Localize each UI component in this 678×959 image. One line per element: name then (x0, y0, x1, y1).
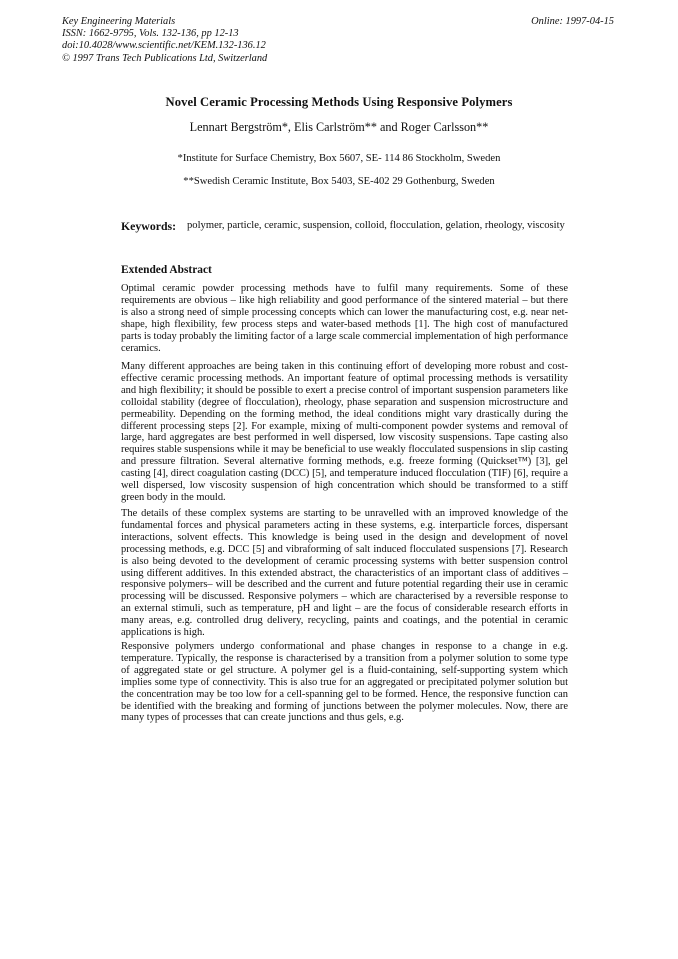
paper-title: Novel Ceramic Processing Methods Using Responsive Polymers (165, 95, 513, 109)
abstract-paragraph-2: Many different approaches are being taken in this continuing effort of developing more robust and cost-effective ceramic processing methods. An important feature of optimal processing methods is versatility and high flexibility; it should be possible to exert a precise control of important suspension parameters like colloidal stability (degree of flocculation), rheology, phase separation and suspension microstructure and permeability. Depending on the forming method, the ideal conditions might vary drastically during the different processing steps [2]. For example, mixing of multi-component powder systems and removal of large, hard aggregates are best performed in well dispersed, low viscosity suspensions. Tape casting also requires stable suspensions while it may be beneficial to use weakly flocculated suspensions in slip casting and pressure filtration. Several alternative forming methods, e.g. freeze forming (Quickset™) [3], gel casting [4], direct coagulation casting (DCC) [5], and temperature induced flocculation (TIF) [6], require a well dispersed, low viscosity suspension of high concentration which should be transformed to a stiff green body in the mould. (121, 361, 568, 503)
abstract-paragraph-1: Optimal ceramic powder processing methods have to fulfil many requirements. Some of these requirements are obvious – like high reliability and good performance of the sintered material – but there is also a strong need of simple processing concepts which can lower the manufacturing cost, e.g. near net-shape, high flexibility, few process steps and water-based methods [1]. The high cost of manufactured parts is today probably the limiting factor of a large scale commercial implementation of high performance ceramics. (121, 283, 568, 354)
section-heading: Extended Abstract (121, 264, 212, 276)
abstract-paragraph-3: The details of these complex systems are starting to be unravelled with an improved knowledge of the fundamental forces and physical parameters acting in these systems, e.g. interparticle forces, dispersant interactions, solvent effects. This knowledge is being used in the design and development of novel processing methods, e.g. DCC [5] and vibraforming of salt induced flocculated suspensions [7]. Research is also being devoted to the development of ceramic processing systems with better suspension control using different additives. In this extended abstract, the characteristics of an important class of additives –responsive polymers– will be described and the current and future potential regarding their use in ceramic processing will be discussed. Responsive polymers – which are characterised by a reversible response to an external stimuli, such as temperature, pH and light – are the focus of considerable research efforts in many areas, e.g. controlled drug delivery, recycling, paints and coatings, and the potential in ceramic applications is high. (121, 508, 568, 639)
issn-line: ISSN: 1662-9795, Vols. 132-136, pp 12-13 (62, 28, 239, 40)
keywords-list: polymer, particle, ceramic, suspension, colloid, flocculation, gelation, rheology, viscosity (187, 220, 565, 231)
journal-header (62, 16, 267, 65)
keywords-label: Keywords: (121, 219, 177, 233)
affiliation-2: **Swedish Ceramic Institute, Box 5403, SE-402 29 Gothenburg, Sweden (183, 176, 495, 187)
journal-name: Key Engineering Materials (62, 16, 176, 27)
affiliation-1: *Institute for Surface Chemistry, Box 5607, SE- 114 86 Stockholm, Sweden (177, 153, 501, 164)
abstract-paragraph-4: Responsive polymers undergo conformational and phase changes in response to a change in e.g. temperature. Typically, the response is characterised by a transition from a polymer solution to some type of aggregated state or gel structure. A polymer gel is a fluid-containing, self-supporting system which implies some type of connectivity. This is also true for an aggregated or precipitated polymer solution but the concentration may be too low for a cell-spanning gel to be formed. Hence, the responsive function can be identified with the breaking and forming of junctions between the polymer molecules. Now, there are many types of processes that can create junctions and thus gels, e.g. (121, 641, 568, 724)
online-date: Online: 1997-04-15 (531, 16, 614, 27)
doi-line: doi:10.4028/www.scientific.net/KEM.132-136.12 (62, 40, 266, 52)
copyright-line: © 1997 Trans Tech Publications Ltd, Switzerland (62, 52, 268, 64)
paper-authors: Lennart Bergström*, Elis Carlström** and Roger Carlsson** (189, 120, 489, 134)
